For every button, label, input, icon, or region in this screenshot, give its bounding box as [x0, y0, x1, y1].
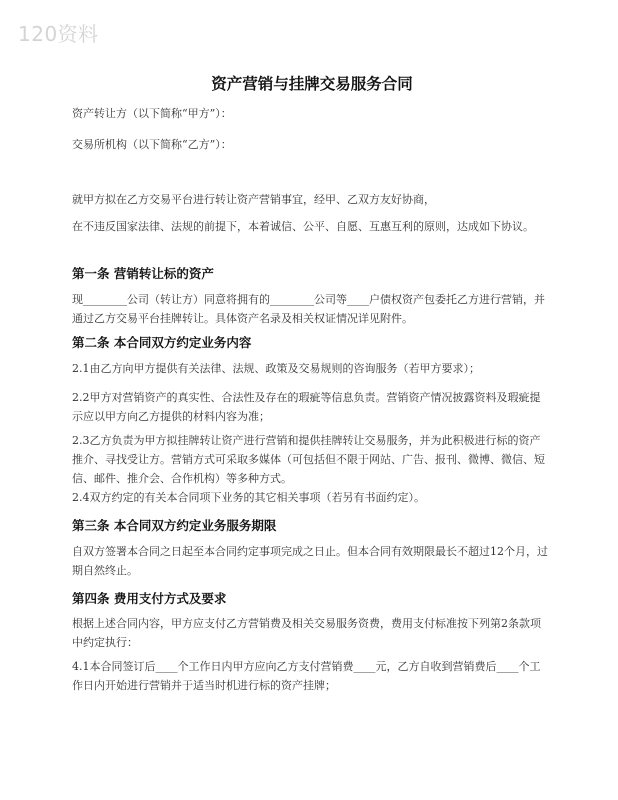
article-2-item-3: 2.3乙方负责为甲方拟挂牌转让资产进行营销和提供挂牌转让交易服务，并为此积极进行标的资产推介、寻找受让方。营销方式可采取多媒体（可包括但不限于网站、广告、报刊、微博、微信、短信、邮件、推介会、合作机构）等多种方式。 — [72, 434, 545, 485]
article-2-item-4: 2.4双方约定的有关本合同项下业务的其它相关事项（若另有书面约定）。 — [72, 491, 425, 504]
article-2-heading: 第二条 本合同双方约定业务内容 — [72, 335, 252, 350]
document-title: 资产营销与挂牌交易服务合同 — [211, 75, 413, 93]
party-a-line: 资产转让方（以下简称“甲方”）： — [72, 107, 232, 120]
party-b-line: 交易所机构（以下简称“乙方”）： — [72, 138, 232, 151]
article-4-heading: 第四条 费用支付方式及要求 — [72, 591, 227, 606]
intro-paragraph-1: 就甲方拟在乙方交易平台进行转让资产营销事宜，经甲、乙双方友好协商， — [72, 193, 435, 206]
article-2-item-2: 2.2甲方对营销资产的真实性、合法性及存在的瑕疵等信息负责。营销资产情况披露资料及瑕疵提示应以甲方向乙方提供的材料内容为准； — [72, 391, 541, 423]
article-4-item-1: 4.1本合同签订后____个工作日内甲方应向乙方支付营销费____元，乙方自收到营销费后____个工作日内开始进行营销并于适当时机进行标的资产挂牌； — [72, 660, 541, 692]
article-1-body: 现________公司（转让方）同意将拥有的________公司等____户债权资产包委托乙方进行营销，并通过乙方交易平台挂牌转让。具体资产名录及相关权证情况详见附件。 — [72, 293, 545, 325]
article-3-body: 自双方签署本合同之日起至本合同约定事项完成之日止。但本合同有效期限最长不超过12个月，过期自然终止。 — [72, 545, 548, 577]
article-4-body: 根据上述合同内容，甲方应支付乙方营销费及相关交易服务资费，费用支付标准按下列第2条款项中约定执行： — [72, 617, 541, 649]
article-2-item-1: 2.1由乙方向甲方提供有关法律、法规、政策及交易规则的咨询服务（若甲方要求）； — [72, 362, 480, 375]
article-3-heading: 第三条 本合同双方约定业务服务期限 — [72, 518, 277, 533]
intro-paragraph-2: 在不违反国家法律、法规的前提下，本着诚信、公平、自愿、互惠互利的原则，达成如下协议。 — [72, 220, 534, 233]
article-1-heading: 第一条 营销转让标的资产 — [72, 266, 214, 281]
watermark-logo-text: 120资料 — [18, 22, 99, 46]
